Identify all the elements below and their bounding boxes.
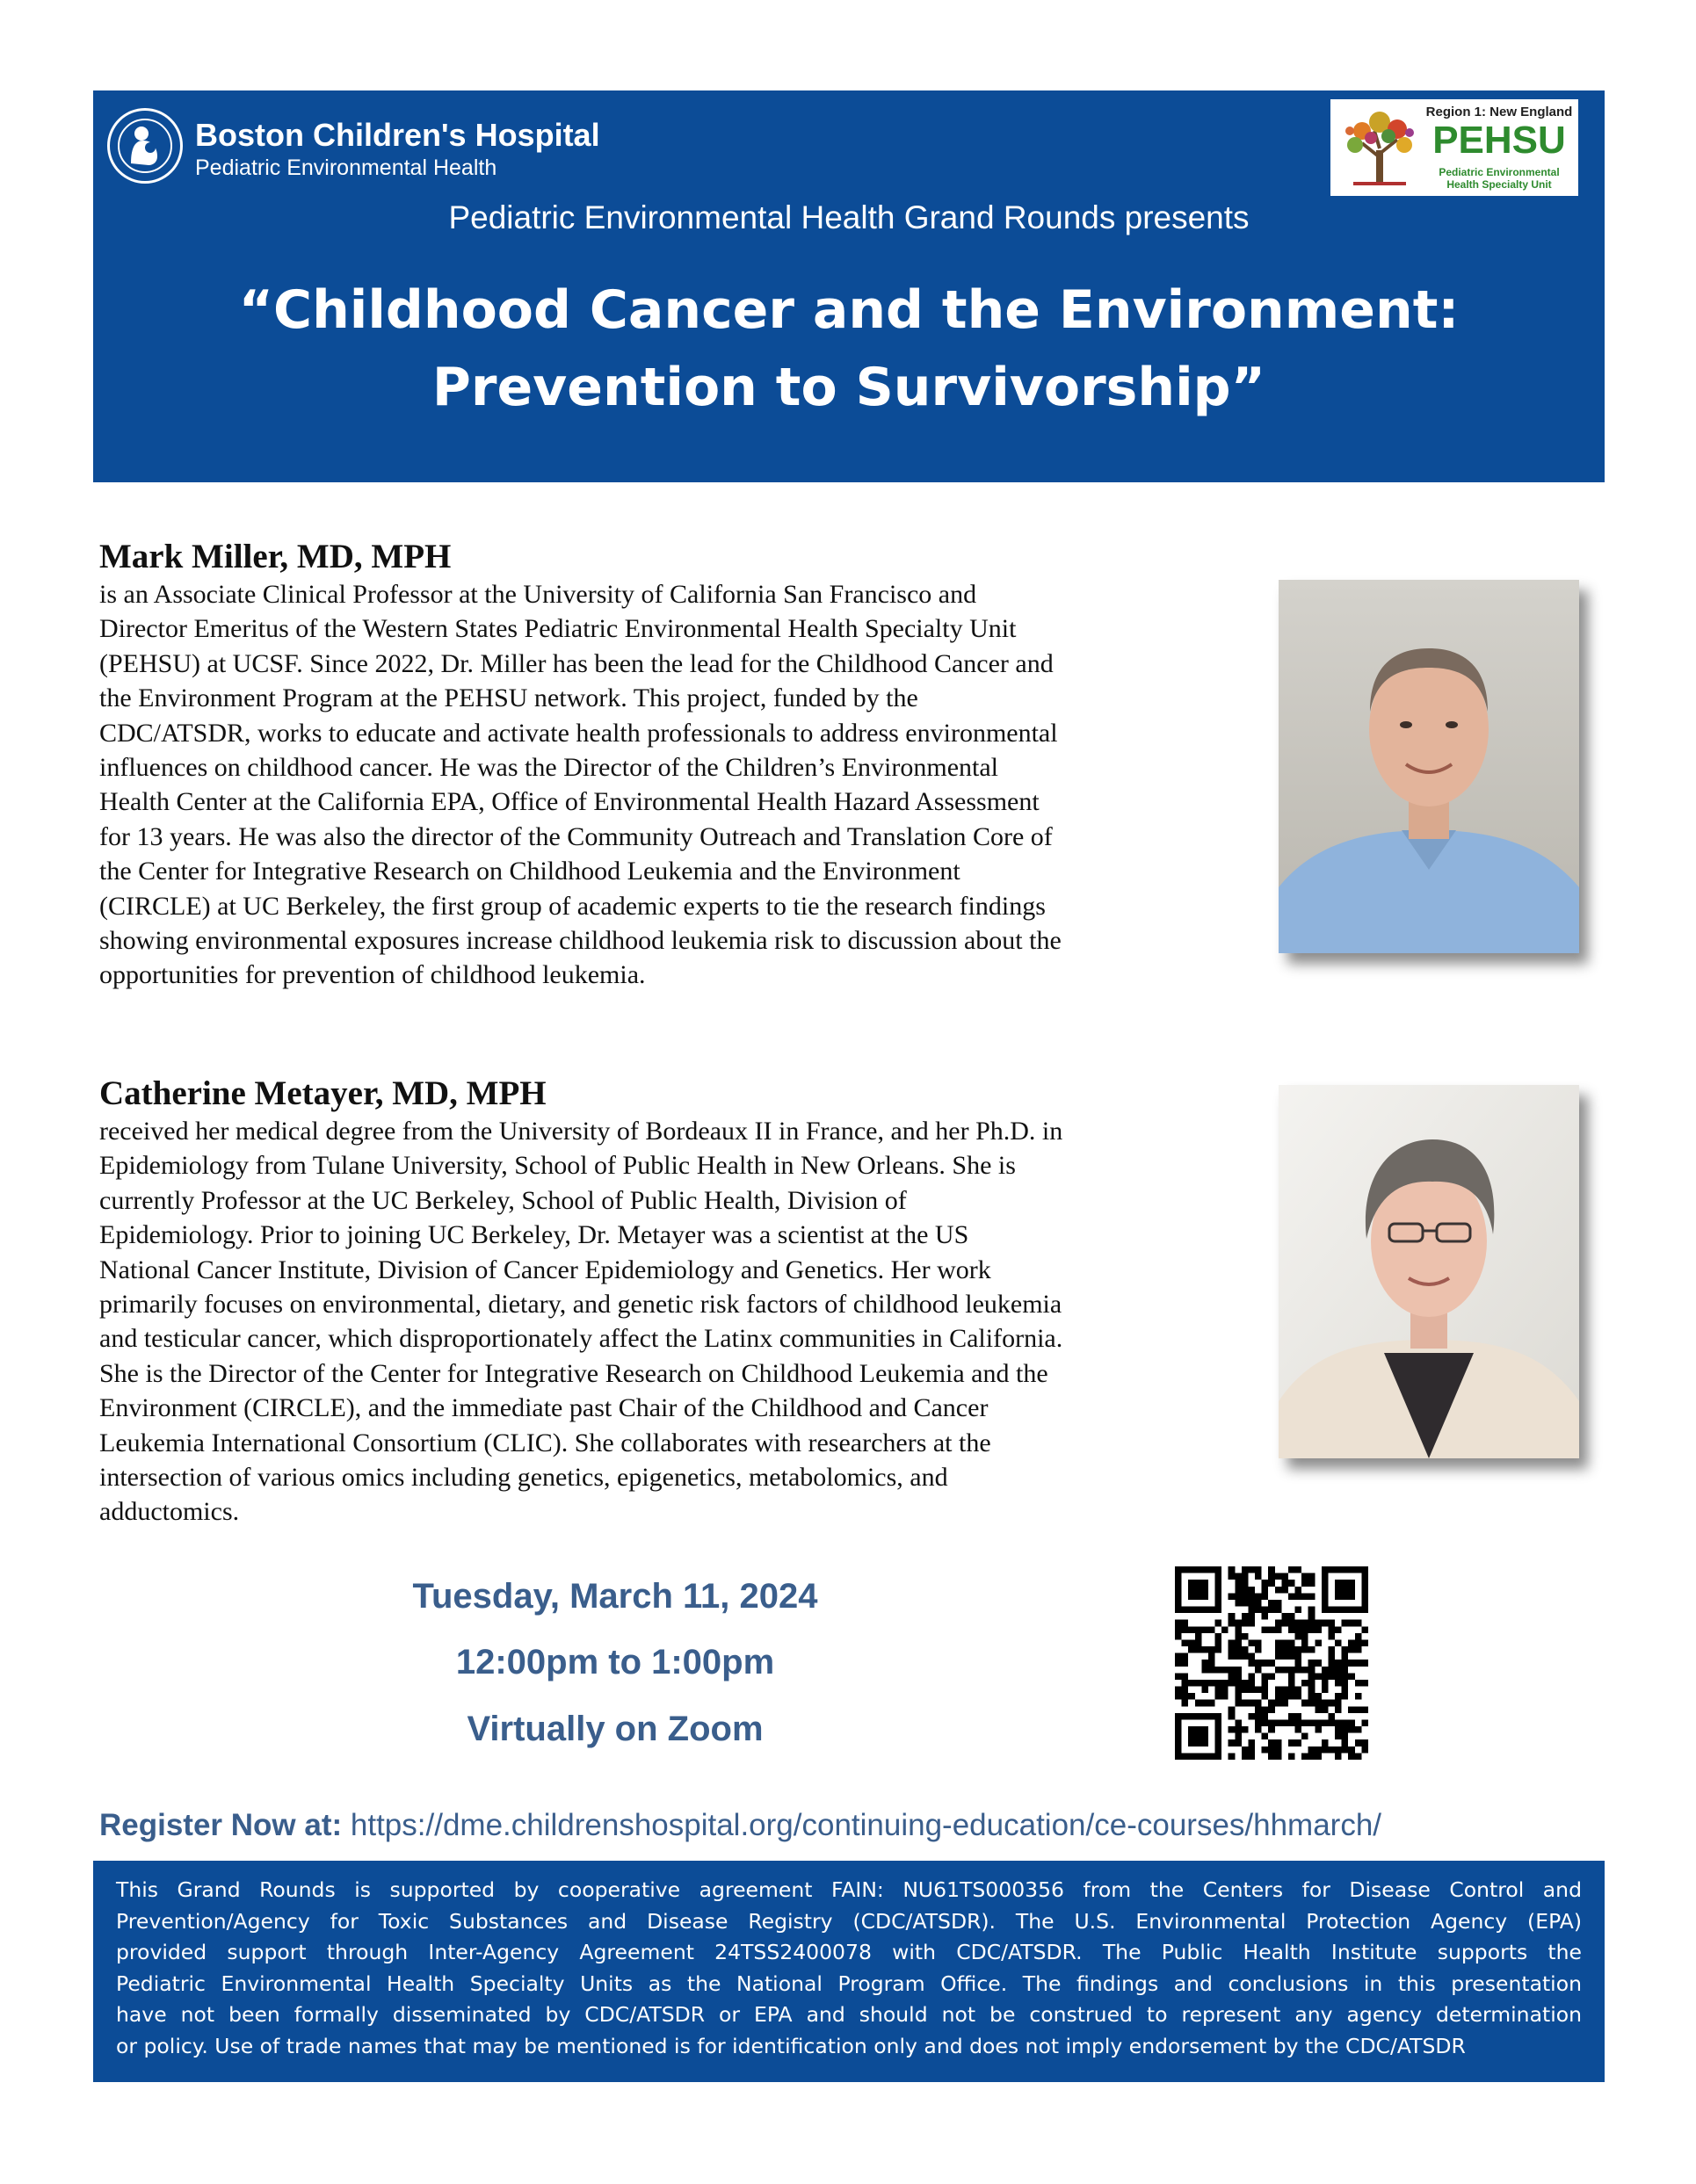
- tree-icon: [1336, 105, 1424, 191]
- disclaimer-line: provided support through Inter-Agency Agreement 24TSS2400078 with CDC/ATSDR. The Public Health Institute supports the: [116, 1940, 1582, 1964]
- pehsu-logo[interactable]: [1330, 99, 1578, 196]
- bio-line: intersection of various omics including genetics, epigenetics, metabolomics, and: [99, 1463, 948, 1493]
- bio-line: received her medical degree from the University of Bordeaux II in France, and her Ph.D. in: [99, 1117, 1063, 1146]
- disclaimer-line: This Grand Rounds is supported by cooperative agreement FAIN: NU61TS000356 from the Centers for Disease Control and: [116, 1877, 1582, 1902]
- bio-line: influences on childhood cancer. He was the Director of the Children’s Environmental: [99, 753, 999, 783]
- bio-line: currently Professor at the UC Berkeley, School of Public Health, Division of: [99, 1185, 907, 1215]
- org-subtitle: Pediatric Environmental Health: [195, 155, 497, 180]
- speaker-2-bio: [99, 1114, 1062, 1530]
- bio-line: Environment (CIRCLE), and the immediate past Chair of the Childhood and Cancer: [99, 1393, 989, 1423]
- bio-line: Health Center at the California EPA, Office of Environmental Health Hazard Assessment: [99, 787, 1040, 817]
- pehsu-region: Region 1: New England: [1425, 105, 1573, 119]
- bio-line: Epidemiology. Prior to joining UC Berkeley, Dr. Metayer was a scientist at the US: [99, 1220, 969, 1250]
- register-link[interactable]: https://dme.childrenshospital.org/continuing-education/ce-courses/hhmarch/: [350, 1808, 1382, 1842]
- bio-line: (CIRCLE) at UC Berkeley, the first group of academic experts to tie the research findings: [99, 891, 1046, 921]
- bio-line: Leukemia International Consortium (CLIC). She collaborates with researchers at the: [99, 1428, 991, 1457]
- bio-line: and testicular cancer, which disproportionately affect the Latinx communities in California.: [99, 1324, 1063, 1354]
- event-location: Virtually on Zoom: [467, 1710, 764, 1748]
- pehsu-name: PEHSU: [1432, 119, 1566, 162]
- pehsu-full-name: Pediatric Environmental Health Specialty Unit: [1439, 166, 1560, 191]
- hospital-seal-icon: [107, 108, 183, 184]
- disclaimer-line: or policy. Use of trade names that may be mentioned is for identification only and does not imply endorsement by the CDC/ATSDR: [116, 2033, 1466, 2058]
- boston-childrens-logo[interactable]: [107, 108, 599, 192]
- event-title: [93, 271, 1605, 426]
- register-label: Register Now at:: [99, 1808, 343, 1842]
- bio-line: showing environmental exposures increase childhood leukemia risk to discussion about the: [99, 926, 1062, 956]
- bio-line: Director Emeritus of the Western States Pediatric Environmental Health Specialty Unit: [99, 614, 1017, 644]
- qr-code-icon[interactable]: [1175, 1566, 1368, 1760]
- bio-line: opportunities for prevention of childhood leukemia.: [99, 960, 646, 990]
- speaker-1-bio: [99, 577, 1062, 993]
- disclaimer-line: Prevention/Agency for Toxic Substances and Disease Registry (CDC/ATSDR). The U.S. Environmental Protection Agency (EPA): [116, 1908, 1582, 1934]
- bio-line: primarily focuses on environmental, dietary, and genetic risk factors of childhood leukemia: [99, 1290, 1062, 1320]
- bio-line: is an Associate Clinical Professor at the University of California San Francisco and: [99, 580, 977, 609]
- org-name: Boston Children's Hospital: [195, 117, 600, 153]
- register-line: [99, 1808, 1381, 1843]
- event-time: 12:00pm to 1:00pm: [455, 1643, 775, 1681]
- bio-line: Epidemiology from Tulane University, School of Public Health in New Orleans. She is: [99, 1151, 1016, 1181]
- speaker-1-name: Mark Miller, MD, MPH: [99, 538, 452, 575]
- bio-line: (PEHSU) at UCSF. Since 2022, Dr. Miller has been the lead for the Childhood Cancer and: [99, 648, 1054, 678]
- bio-line: adductomics.: [99, 1497, 240, 1527]
- event-date: Tuesday, March 11, 2024: [412, 1577, 818, 1616]
- disclaimer-line: Pediatric Environmental Health Specialty Units as the National Program Office. The findings and conclusions in this presentation: [116, 1971, 1582, 1996]
- title-line-1: “Childhood Cancer and the Environment:: [238, 279, 1460, 341]
- presents-line: Pediatric Environmental Health Grand Rounds presents: [448, 199, 1250, 235]
- bio-line: CDC/ATSDR, works to educate and activate health professionals to address environmental: [99, 718, 1058, 748]
- speaker-2-photo: [1279, 1085, 1579, 1458]
- bio-line: for 13 years. He was also the director of the Community Outreach and Translation Core of: [99, 821, 1053, 851]
- speaker-1-photo: [1279, 580, 1579, 953]
- speaker-2-name: Catherine Metayer, MD, MPH: [99, 1074, 547, 1112]
- funding-disclaimer: [93, 1861, 1605, 2082]
- bio-line: She is the Director of the Center for Integrative Research on Childhood Leukemia and the: [99, 1358, 1048, 1388]
- bio-line: the Environment Program at the PEHSU network. This project, funded by the: [99, 683, 918, 713]
- bio-line: the Center for Integrative Research on Childhood Leukemia and the Environment: [99, 857, 960, 886]
- header-banner: [93, 90, 1605, 482]
- disclaimer-line: have not been formally disseminated by CDC/ATSDR or EPA and should not be construed to represent any agency determination: [116, 2002, 1582, 2027]
- title-line-2: Prevention to Survivorship”: [431, 357, 1266, 418]
- bio-line: National Cancer Institute, Division of Cancer Epidemiology and Genetics. Her work: [99, 1255, 991, 1284]
